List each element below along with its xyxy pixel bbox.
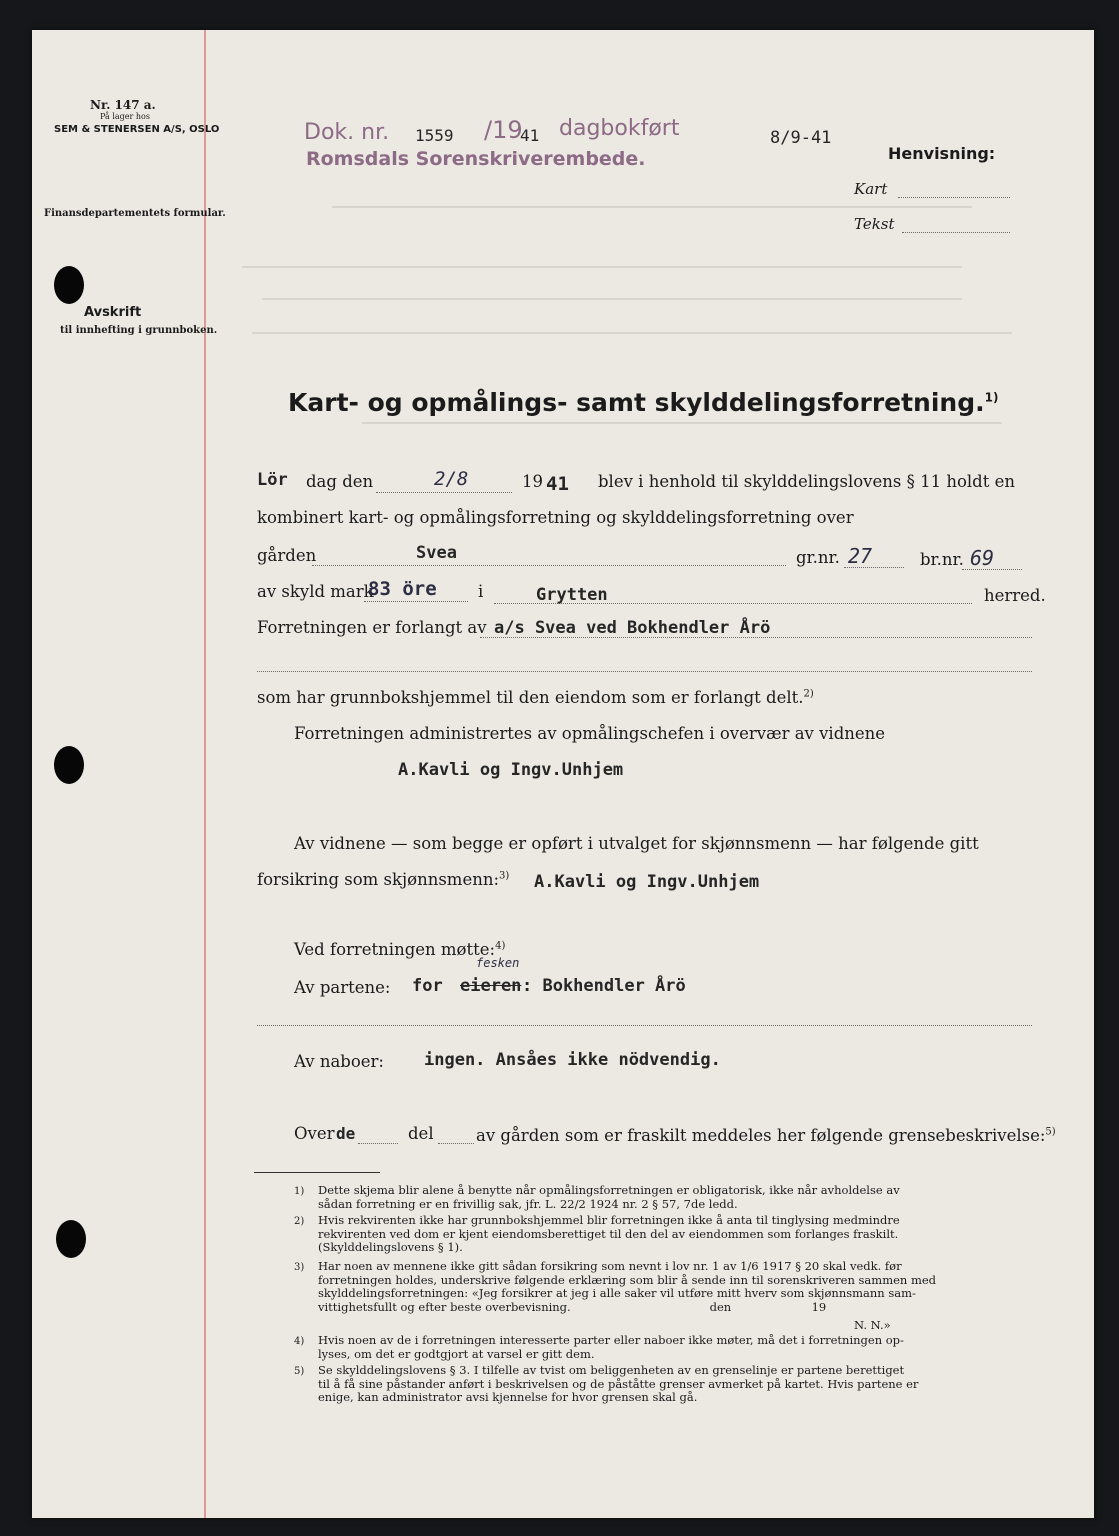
document-title [288,388,998,417]
footnote-3 [318,1260,936,1314]
footnote-4-number: 4) [294,1336,305,1347]
footnote-4 [318,1334,904,1361]
stamp-dok-label: Dok. nr. [304,120,390,145]
partene-for: for [412,976,443,996]
bleed-through [332,206,972,208]
margin-rule [204,30,206,1518]
grense-line [476,1126,1056,1145]
form-number: Nr. 147 a. [90,98,156,112]
stamp-office: Romsdals Sorenskriverembede. [306,148,646,170]
footnote-2 [318,1214,900,1255]
year-prefix: 19 [522,472,543,491]
motte-label: Ved forretningen møtte: [294,940,496,959]
partene-struck: eieren [460,976,522,996]
grunnbok-sentence: som har grunnbokshjemmel til den eiendom som er forlangt delt. [257,688,804,707]
farm-name: Svea [416,543,457,563]
footnote-4-line: Hvis noen av de i forretningen interesserte parter eller naboer ikke møter, må det i forretningen op- [318,1333,904,1347]
stamp-year-prefix: /19 [484,116,523,144]
vidnene-footnote-ref: 3) [499,870,510,882]
over-de: de [336,1124,356,1143]
date-line [376,491,512,493]
footnote-1-line: Dette skjema blir alene å benytte når opmålingsforretningen er obligatorisk, ikke når avholdelse av [318,1183,900,1197]
herred-name: Grytten [536,585,608,605]
footnote-3-line: skylddelingsforretningen: «Jeg forsikrer at jeg i alle saker vil utføre mitt hverv som skjønnsmann sam- [318,1286,916,1301]
punch-hole [54,746,84,784]
footnote-3-number: 3) [294,1262,305,1273]
footnote-1-line: sådan forretning er en frivillig sak, jfr. L. 22/2 1924 nr. 2 § 57, 7de ledd. [318,1196,738,1211]
title-text: Kart- og opmålings- samt skylddelingsforretning. [288,388,985,417]
motte-footnote-ref: 4) [495,940,506,952]
stamp-date: 8/9-41 [770,128,832,148]
forlangt-label: Forretningen er forlangt av [257,618,487,637]
skyld-value: 83 öre [368,578,437,600]
footnote-3-line: vittighetsfullt og efter beste overbevisning. den 19 [318,1299,827,1314]
reference-tekst-line [902,231,1010,233]
form-type: Finansdepartementets formular. [44,208,226,219]
bleed-through [252,332,1012,334]
garden-label: gården [257,546,317,565]
partene-label: Av partene: [294,978,391,997]
partene-handwritten: fesken [476,956,520,970]
footnote-5 [318,1364,918,1405]
farm-line [312,564,786,566]
over-line [358,1142,398,1144]
skyld-line [364,600,468,602]
forlangt-value: a/s Svea ved Bokhendler Årö [494,618,771,638]
document-page [32,30,1094,1518]
grnr-value: 27 [848,544,873,568]
herred-label: herred. [984,586,1046,605]
witness-names: A.Kavli og Ingv.Unhjem [398,760,624,780]
footnote-separator [254,1172,380,1173]
footnote-3-line: forretningen holdes, underskrive følgende erklæring som blir å sende inn til sorenskriveren sammen med [318,1272,937,1287]
punch-hole [54,266,84,304]
skyld-label: av skyld mark [257,582,374,601]
stamp-dagbokfort: dagbokført [559,116,680,141]
brnr-label: br.nr. [920,550,964,569]
vidnene-line2 [257,870,509,889]
year-value: 41 [546,473,569,495]
del-label: del [408,1124,434,1143]
footnote-2-line: (Skylddelingslovens § 1). [318,1240,463,1255]
footnote-2-line: rekvirenten ved dom er kjent eiendomsberettiget til den del av eiendommen som forlanges fraskilt. [318,1226,899,1241]
footnote-5-line: enige, kan administrator avsi kjennelse for hvor grensen skal gå. [318,1390,698,1405]
bleed-through [262,298,962,300]
i-label: i [478,582,484,601]
grunnbok-text [257,688,814,707]
footnote-4-line: lyses, om det er godtgjort at varsel er gitt dem. [318,1346,595,1361]
stamp-dok-number: 1559 [415,126,454,145]
over-label: Over [294,1124,335,1143]
forlangt-line-2 [257,670,1032,672]
reference-title: Henvisning: [888,144,996,163]
copy-subtitle: til innhefting i grunnboken. [60,325,218,336]
line1-rest: blev i henhold til skylddelingslovens § 11 holdt en [598,472,1015,491]
del-line [438,1142,474,1144]
footnote-1-number: 1) [294,1186,305,1197]
footnote-3-line: Har noen av mennene ikke gitt sådan forsikring som nevnt i lov nr. 1 av 1/6 1917 § 20 skal vedk. før [318,1259,902,1273]
footnote-2-line: Hvis rekvirenten ikke har grunnbokshjemmel blir forretningen ikke å anta til tinglysing medmindre [318,1213,900,1227]
grense-footnote-ref: 5) [1045,1126,1056,1138]
vidnene-label: forsikring som skjønnsmenn: [257,870,500,889]
bleed-through [362,422,1002,424]
nn-signature: N. N.» [854,1318,891,1332]
footnote-5-number: 5) [294,1366,305,1377]
footnote-5-line: Se skylddelingslovens § 3. I tilfelle av tvist om beliggenheten av en grenselinje er partene berettiget [318,1363,905,1377]
footnote-1 [318,1184,900,1211]
title-footnote-ref: 1) [984,390,999,405]
reference-kart: Kart [854,180,888,198]
vidnene-names: A.Kavli og Ingv.Unhjem [534,872,760,892]
stamp-year: 41 [520,126,540,145]
line2-text: kombinert kart- og opmålingsforretning og skylddelingsforretning over [257,508,854,527]
footnote-5-line: til å få sine påstander anført i beskrivelsen og de påståtte grenser avmerket på kartet. Hvis partene er [318,1376,919,1391]
partene-value: : Bokhendler Årö [522,976,686,996]
admin-text: Forretningen administrertes av opmålingschefen i overvær av vidnene [294,724,886,743]
punch-hole [56,1220,86,1258]
vidnene-line1: Av vidnene — som begge er opført i utvalget for skjønnsmenn — har følgende gitt [294,834,979,853]
dag-den-label: dag den [306,472,374,491]
brnr-value: 69 [970,546,995,570]
partene-line-2 [257,1024,1032,1026]
motte-line [294,940,505,959]
publisher-line2: SEM & STENERSEN A/S, OSLO [54,124,220,135]
copy-label: Avskrift [84,305,142,320]
reference-kart-line [898,196,1010,198]
date-value: 2/8 [434,468,469,490]
bleed-through [242,266,962,268]
reference-tekst: Tekst [854,215,895,233]
naboer-label: Av naboer: [294,1052,384,1071]
grunnbok-footnote-ref: 2) [803,688,814,700]
grnr-label: gr.nr. [796,548,840,567]
naboer-value: ingen. Ansåes ikke nödvendig. [424,1050,721,1070]
grense-text: av gården som er fraskilt meddeles her følgende grensebeskrivelse: [476,1126,1046,1145]
footnote-2-number: 2) [294,1216,305,1227]
publisher-line1: På lager hos [100,112,150,121]
day-typed: Lör [257,470,288,490]
